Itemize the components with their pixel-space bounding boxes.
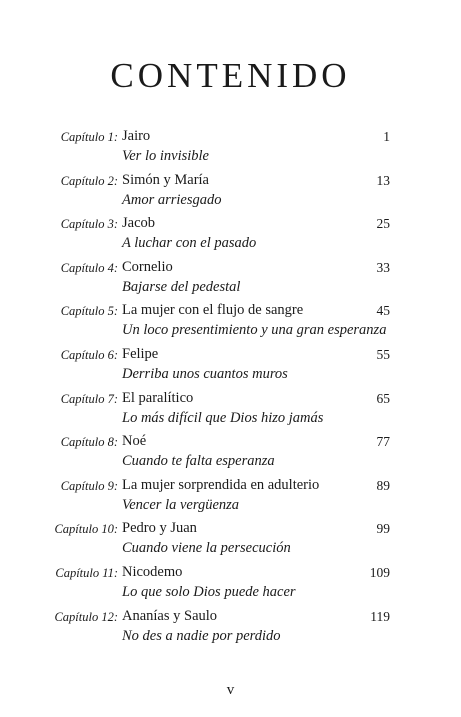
chapter-label: Capítulo 9: <box>60 478 118 493</box>
folio-page-number: v <box>226 682 235 698</box>
chapter-name: Nicodemo <box>122 563 183 580</box>
chapter-subtitle: Lo más difícil que Dios hizo jamás <box>122 409 324 426</box>
chapter-name: Simón y María <box>122 171 209 188</box>
toc-entry <box>0 474 461 518</box>
chapter-subtitle: Un loco presentimiento y una gran esperanza <box>122 322 387 339</box>
chapter-name: La mujer con el flujo de sangre <box>122 302 304 319</box>
chapter-name: La mujer sorprendida en adulterio <box>122 476 320 493</box>
page-number: 25 <box>376 216 390 232</box>
chapter-name: Cornelio <box>122 258 173 275</box>
chapter-name: Noé <box>122 433 147 450</box>
chapter-label: Capítulo 8: <box>60 435 118 450</box>
page-number: 55 <box>376 346 390 362</box>
chapter-label: Capítulo 5: <box>60 304 118 319</box>
chapter-label: Capítulo 11: <box>55 565 118 580</box>
page-number: 109 <box>369 564 390 580</box>
page-number: 89 <box>376 477 390 493</box>
toc-entry <box>0 169 461 213</box>
toc-entry <box>0 605 461 649</box>
page-number: 1 <box>383 129 390 144</box>
page-number: 13 <box>376 172 390 188</box>
chapter-label: Capítulo 7: <box>60 391 118 406</box>
toc-entry <box>0 387 461 431</box>
chapter-label: Capítulo 2: <box>60 173 118 188</box>
chapter-name: Felipe <box>122 345 159 362</box>
chapter-subtitle: Lo que solo Dios puede hacer <box>122 583 296 600</box>
toc-entry <box>0 343 461 387</box>
toc-entry <box>0 430 461 474</box>
toc-entry <box>0 561 461 605</box>
chapter-label: Capítulo 3: <box>60 217 118 232</box>
toc-entry <box>0 125 461 169</box>
chapter-subtitle: Cuando viene la persecución <box>122 540 291 557</box>
chapter-subtitle: Vencer la vergüenza <box>122 496 240 513</box>
page-number: 65 <box>376 390 390 406</box>
chapter-label: Capítulo 6: <box>60 347 118 362</box>
chapter-label: Capítulo 10: <box>54 522 118 537</box>
chapter-subtitle: Derriba unos cuantos muros <box>122 365 288 382</box>
page-number: 77 <box>376 434 390 450</box>
toc-entry <box>0 517 461 561</box>
page-number: 45 <box>376 303 390 319</box>
chapter-subtitle: Cuando te falta esperanza <box>122 453 275 470</box>
chapter-subtitle: Amor arriesgado <box>122 191 222 208</box>
chapter-label: Capítulo 4: <box>60 260 118 275</box>
chapter-name: Pedro y Juan <box>122 520 197 537</box>
toc-entry <box>0 256 461 300</box>
page-number: 99 <box>376 521 390 537</box>
toc-entry <box>0 212 461 256</box>
page-number: 33 <box>376 259 390 275</box>
chapter-subtitle: A luchar con el pasado <box>122 235 257 252</box>
chapter-name: El paralítico <box>122 389 194 406</box>
page-number: 119 <box>370 608 390 624</box>
table-of-contents <box>0 125 461 648</box>
chapter-subtitle: No des a nadie por perdido <box>122 627 281 644</box>
chapter-label: Capítulo 1: <box>60 130 118 144</box>
page-title: CONTENIDO <box>110 56 351 95</box>
chapter-label: Capítulo 12: <box>54 609 118 624</box>
chapter-name: Jairo <box>122 128 151 144</box>
chapter-subtitle: Bajarse del pedestal <box>122 278 241 295</box>
toc-entry <box>0 299 461 343</box>
chapter-name: Jacob <box>122 215 156 232</box>
chapter-subtitle: Ver lo invisible <box>122 148 209 164</box>
chapter-name: Ananías y Saulo <box>122 607 218 624</box>
